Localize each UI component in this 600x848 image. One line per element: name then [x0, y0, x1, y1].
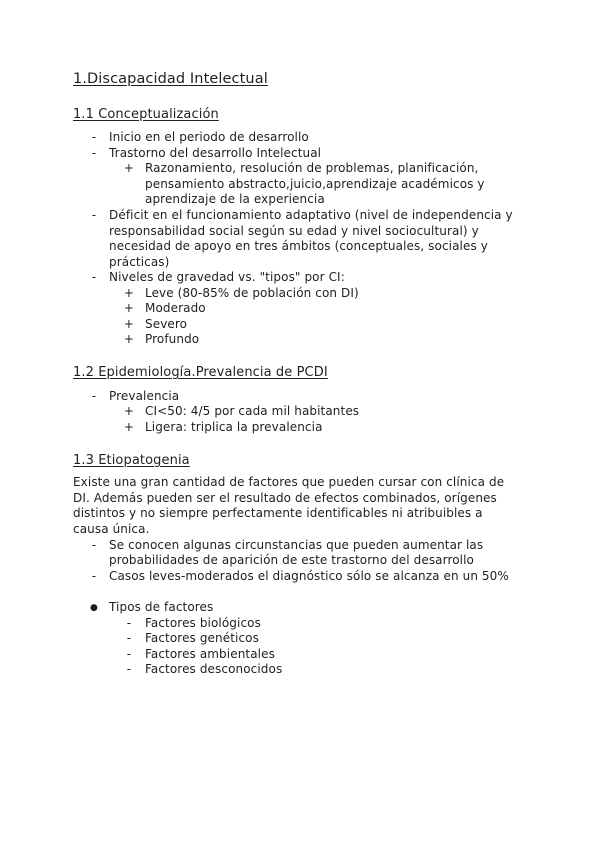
paragraph-line: DI. Además pueden ser el resultado de efectos combinados, orígenes	[73, 491, 497, 505]
dash-marker: -	[91, 146, 97, 160]
plus-marker: +	[123, 332, 135, 346]
paragraph-line: causa única.	[73, 522, 150, 536]
list-item: Moderado	[145, 301, 206, 315]
dash-marker: -	[91, 538, 97, 552]
list-item: Se conocen algunas circunstancias que pueden aumentar las	[109, 538, 484, 552]
list-item: Factores desconocidos	[145, 662, 283, 676]
dash-marker: -	[91, 130, 97, 144]
list-item: Severo	[145, 317, 188, 331]
list-item-continuation: responsabilidad social según su edad y nivel sociocultural) y	[109, 224, 479, 238]
list-item: Prevalencia	[109, 389, 180, 403]
list-item: Inicio en el periodo de desarrollo	[109, 130, 309, 144]
dash-marker: -	[91, 389, 97, 403]
list-item: Profundo	[145, 332, 200, 346]
list-item: Déficit en el funcionamiento adaptativo (nivel de independencia y	[109, 208, 513, 222]
list-item: Casos leves-moderados el diagnóstico sólo se alcanza en un 50%	[109, 569, 509, 583]
list-item: Niveles de gravedad vs. "tipos" por CI:	[109, 270, 345, 284]
plus-marker: +	[123, 404, 135, 418]
dash-marker: -	[91, 270, 97, 284]
dash-marker: -	[91, 569, 97, 583]
list-item: Ligera: triplica la prevalencia	[145, 420, 323, 434]
plus-marker: +	[123, 161, 135, 175]
document-title: 1.Discapacidad Intelectual	[73, 71, 268, 87]
paragraph-line: distintos y no siempre perfectamente identificables ni atribuibles a	[73, 506, 483, 520]
list-item-continuation: aprendizaje de la experiencia	[145, 192, 325, 206]
plus-marker: +	[123, 420, 135, 434]
list-item-continuation: prácticas)	[109, 255, 170, 269]
list-item: Trastorno del desarrollo Intelectual	[109, 146, 322, 160]
dash-marker: -	[126, 662, 132, 676]
section-heading-etiopatogenia: 1.3 Etiopatogenia	[73, 453, 190, 468]
dash-marker: -	[126, 616, 132, 630]
list-item: Leve (80-85% de población con DI)	[145, 286, 359, 300]
dash-marker: -	[126, 631, 132, 645]
dash-marker: -	[91, 208, 97, 222]
dash-marker: -	[126, 647, 132, 661]
plus-marker: +	[123, 301, 135, 315]
list-item: Tipos de factores	[109, 600, 214, 614]
list-item: CI<50: 4/5 por cada mil habitantes	[145, 404, 360, 418]
list-item: Factores ambientales	[145, 647, 275, 661]
list-item: Factores genéticos	[145, 631, 259, 645]
section-heading-epidemiologia: 1.2 Epidemiología.Prevalencia de PCDI	[73, 365, 328, 380]
list-item-continuation: probabilidades de aparición de este trastorno del desarrollo	[109, 553, 474, 567]
paragraph-line: Existe una gran cantidad de factores que pueden cursar con clínica de	[73, 475, 505, 489]
list-item-continuation: pensamiento abstracto,juicio,aprendizaje académicos y	[145, 177, 485, 191]
plus-marker: +	[123, 317, 135, 331]
list-item-continuation: necesidad de apoyo en tres ámbitos (conceptuales, sociales y	[109, 239, 488, 253]
section-heading-conceptualizacion: 1.1 Conceptualización	[73, 107, 219, 122]
plus-marker: +	[123, 286, 135, 300]
bullet-marker: ●	[90, 603, 98, 613]
list-item: Factores biológicos	[145, 616, 261, 630]
list-item: Razonamiento, resolución de problemas, planificación,	[145, 161, 479, 175]
